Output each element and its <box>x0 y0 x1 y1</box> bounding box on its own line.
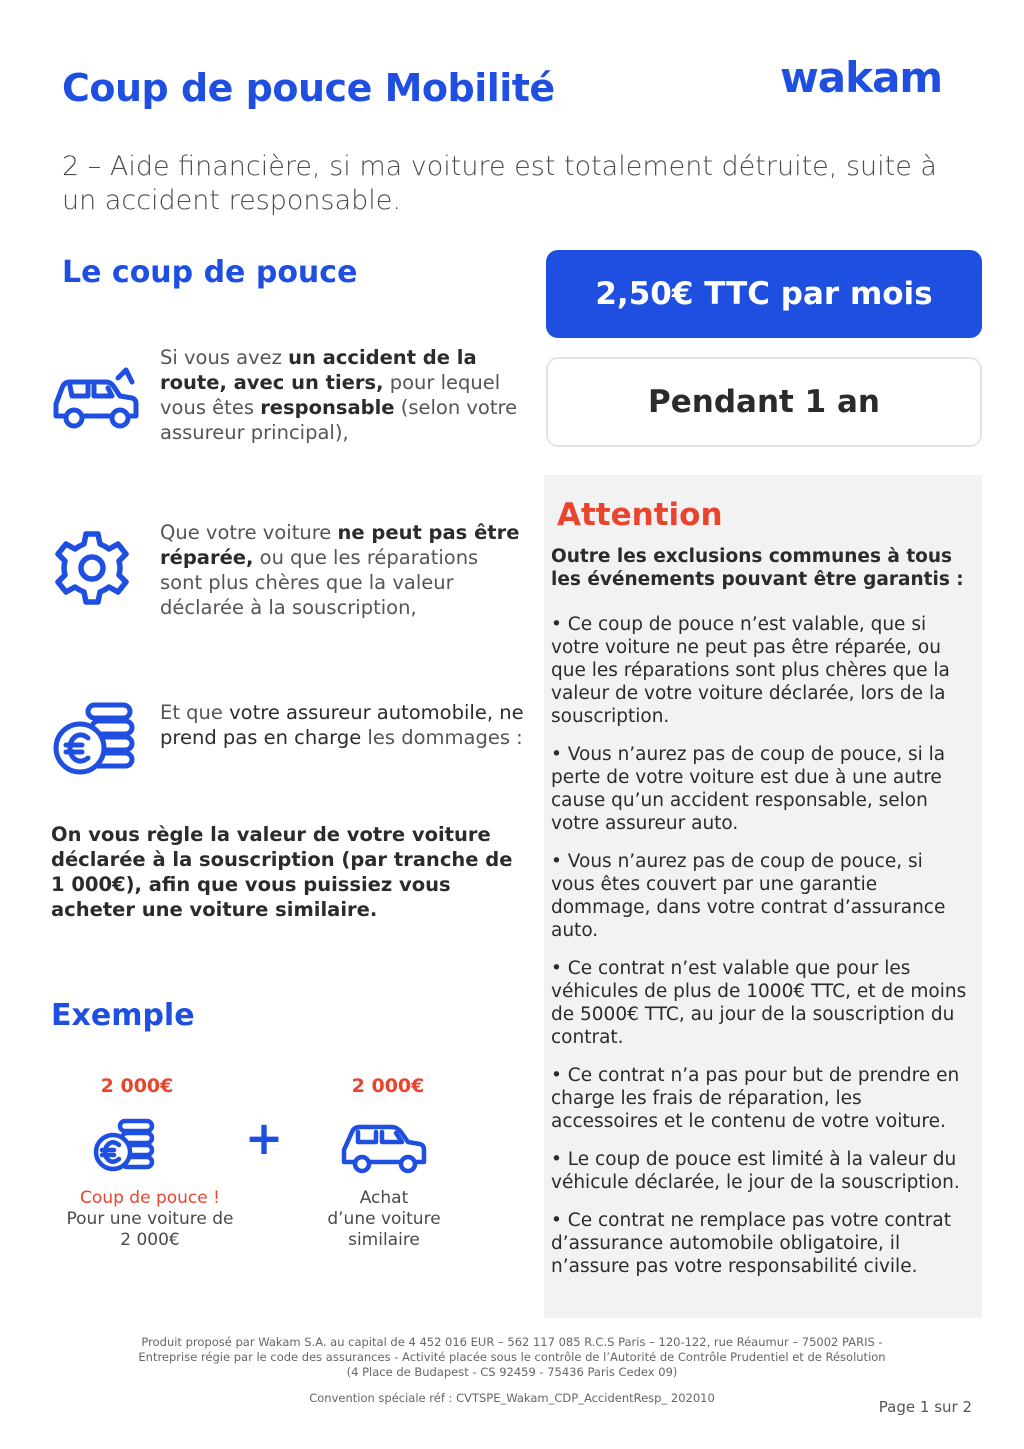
attention-item: • Ce contrat n’a pas pour but de prendre en charge les frais de réparation, les accessoires et le contenu de votre voiture. <box>551 1065 960 1132</box>
example-left-label: Coup de pouce ! <box>80 1188 220 1208</box>
section-heading-coup-de-pouce: Le coup de pouce <box>62 255 358 290</box>
attention-panel <box>544 475 982 1318</box>
page-subtitle: 2 – Aide financière, si ma voiture est totalement détruite, suite à un accident responsable. <box>62 151 937 216</box>
attention-item: • Ce coup de pouce n’est valable, que si votre voiture ne peut pas être réparée, ou que les réparations sont plus chères que la valeur de votre voiture déclarée, lors de la souscription. <box>551 614 950 727</box>
example-amount-right: 2 000€ <box>351 1075 425 1097</box>
condition-insurer-no-cover: Et que votre assureur automobile, ne prend pas en charge les dommages : <box>160 701 524 749</box>
page-number: Page 1 sur 2 <box>878 1398 972 1416</box>
coins-euro-icon <box>92 1118 158 1172</box>
attention-item: • Le coup de pouce est limité à la valeur du véhicule déclarée, le jour de la souscription. <box>551 1149 960 1193</box>
example-left-caption: Coup de pouce ! Pour une voiture de 2 000€ <box>52 1188 248 1251</box>
gear-icon <box>52 528 132 608</box>
duration-badge: Pendant 1 an <box>546 357 982 447</box>
example-right-caption: Achat d’une voiture similaire <box>327 1188 441 1250</box>
attention-item: • Ce contrat ne remplace pas votre contrat d’assurance automobile obligatoire, il n’assure pas votre responsabilité civile. <box>551 1210 952 1277</box>
conclusion-text: On vous règle la valeur de votre voiture déclarée à la souscription (par tranche de 1 000€), afin que vous puissiez vous acheter une voiture similaire. <box>51 823 513 921</box>
attention-title: Attention <box>557 497 723 533</box>
attention-list <box>551 613 972 1278</box>
attention-item: • Vous n’aurez pas de coup de pouce, si vous êtes couvert par une garantie dommage, dans votre contrat d’assurance auto. <box>551 851 946 941</box>
condition-not-repairable: Que votre voiture ne peut pas être réparée, ou que les réparations sont plus chères que la valeur déclarée à la souscription, <box>160 521 520 619</box>
wakam-logo-mark <box>780 58 958 102</box>
price-badge: 2,50€ TTC par mois <box>546 250 982 338</box>
attention-intro: Outre les exclusions communes à tous les événements pouvant être garantis : <box>551 546 964 590</box>
section-heading-exemple: Exemple <box>51 998 195 1033</box>
coins-euro-icon <box>52 700 136 778</box>
footer-legal: Produit proposé par Wakam S.A. au capital de 4 452 016 EUR – 562 117 085 R.C.S Paris – 120-122, rue Réaumur – 75002 PARIS - Entreprise régie par le code des assurances - Activité placée sous le contrôle de l’Autorité de Contrôle Prudentiel et de Résolution (4 Place de Budapest - CS 92459 - 75436 Paris Cedex 09) <box>138 1335 886 1379</box>
condition-accident: Si vous avez un accident de la route, avec un tiers, pour lequel vous êtes responsable (selon votre assureur principal), <box>160 346 518 444</box>
car-icon <box>340 1120 428 1176</box>
footer-reference: Convention spéciale réf : CVTSPE_Wakam_CDP_AccidentResp_ 202010 <box>309 1391 715 1405</box>
example-amount-left: 2 000€ <box>100 1075 174 1097</box>
attention-item: • Ce contrat n’est valable que pour les véhicules de plus de 1000€ TTC, et de moins de 5000€ TTC, au jour de la souscription du contrat. <box>551 958 967 1048</box>
wakam-logo <box>780 58 958 102</box>
page-title: Coup de pouce Mobilité <box>62 66 555 110</box>
attention-item: • Vous n’aurez pas de coup de pouce, si la perte de votre voiture est due à une autre cause qu’un accident responsable, selon votre assureur auto. <box>551 744 946 834</box>
plus-operator: + <box>244 1111 284 1165</box>
logo-wordmark: wakam <box>780 58 943 102</box>
car-crash-icon <box>48 358 140 450</box>
